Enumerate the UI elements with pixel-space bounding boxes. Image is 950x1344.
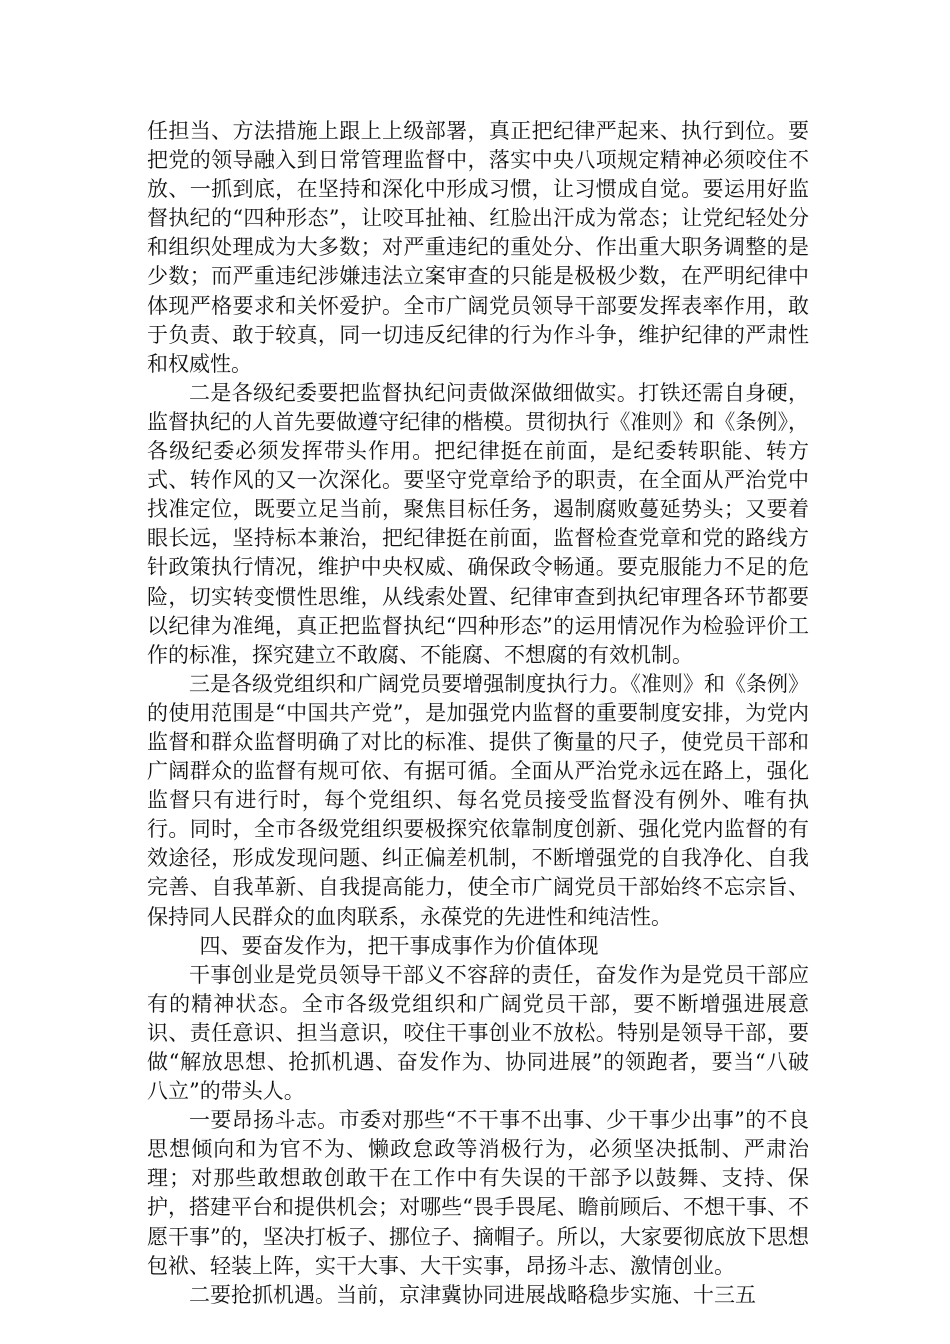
paragraph-6: 二要抢抓机遇。当前，京津冀协同进展战略稳步实施、十三五 [189,1282,756,1307]
paragraph-1: 任担当、方法措施上跟上上级部署，真正把纪律严起来、执行到位。要把党的领导融入到日常管理监督中，落实中央八项规定精神必须咬住不放、一抓到底，在坚持和深化中形成习惯，让习惯成自觉。要运用好监督执纪的“四种形态”，让咬耳扯袖、红脸出汗成为常态；让党纪轻处分和组织处理成为大多数；对严重违纪的重处分、作出重大职务调整的是少数；而严重违纪涉嫌违法立案审查的只能是极极少数，在严明纪律中体现严格要求和关怀爱护。全市广阔党员领导干部要发挥表率作用，敢于负责、敢于较真，同一切违反纪律的行为作斗争，维护纪律的严肃性和权威性。 [147,119,809,376]
section-heading: 四、要奋发作为，把干事成事作为价值体现 [199,933,599,958]
paragraph-5: 一要昂扬斗志。市委对那些“不干事不出事、少干事少出事”的不良思想倾向和为官不为、懒政怠政等消极行为，必须坚决抵制、严肃治理；对那些敢想敢创敢干在工作中有失误的干部予以鼓舞、支持、保护，搭建平台和提供机会；对哪些“畏手畏尾、瞻前顾后、不想干事、不愿干事”的，坚决打板子、挪位子、摘帽子。所以，大家要彻底放下思想包袱、轻装上阵，实干大事、大干实事，昂扬斗志、激情创业。 [147,1108,809,1278]
paragraph-2: 二是各级纪委要把监督执纪问责做深做细做实。打铁还需自身硬，监督执纪的人首先要做遵守纪律的楷模。贯彻执行《准则》和《条例》，各级纪委必须发挥带头作用。把纪律挺在前面，是纪委转职能、转方式、转作风的又一次深化。要坚守党章给予的职责，在全面从严治党中找准定位，既要立足当前，聚焦目标任务，遏制腐败蔓延势头；又要着眼长远，坚持标本兼治，把纪律挺在前面，监督检查党章和党的路线方针政策执行情况，维护中央权威、确保政令畅通。要克服能力不足的危险，切实转变惯性思维，从线索处置、纪律审查到执纪审理各环节都要以纪律为准绳，真正把监督执纪“四种形态”的运用情况作为检验评价工作的标准，探究建立不敢腐、不能腐、不想腐的有效机制。 [147,380,809,667]
document-page [147,117,809,1310]
paragraph-3: 三是各级党组织和广阔党员要增强制度执行力。《准则》和《条例》的使用范围是“中国共产党”，是加强党内监督的重要制度安排，为党内监督和群众监督明确了对比的标准、提供了衡量的尺子，使党员干部和广阔群众的监督有规可依、有据可循。全面从严治党永远在路上，强化监督只有进行时，每个党组织、每名党员接受监督没有例外、唯有执行。同时，全市各级党组织要极探究依靠制度创新、强化党内监督的有效途径，形成发现问题、纠正偏差机制，不断增强党的自我净化、自我完善、自我革新、自我提高能力，使全市广阔党员干部始终不忘宗旨、保持同人民群众的血肉联系，永葆党的先进性和纯洁性。 [147,671,809,929]
paragraph-4: 干事创业是党员领导干部义不容辞的责任，奋发作为是党员干部应有的精神状态。全市各级党组织和广阔党员干部，要不断增强进展意识、责任意识、担当意识，咬住干事创业不放松。特别是领导干部，要做“解放思想、抢抓机遇、奋发作为、协同进展”的领跑者，要当“八破八立”的带头人。 [147,962,809,1104]
